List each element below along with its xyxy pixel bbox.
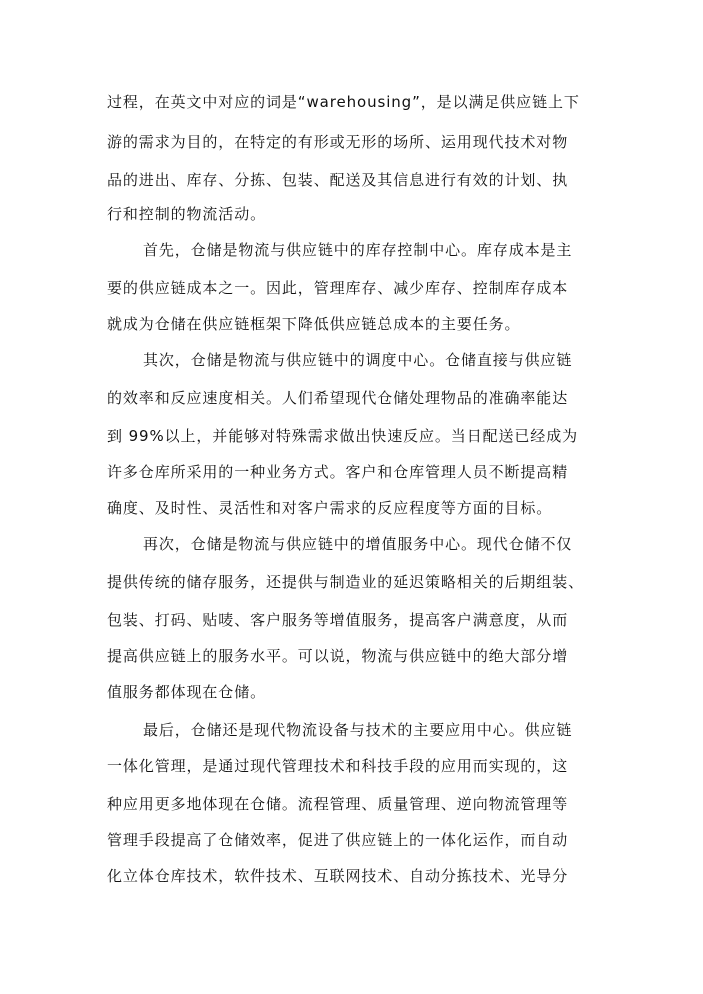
text-line: 行和控制的物流活动。 — [107, 205, 267, 223]
text-line: 要的供应链成本之一。因此，管理库存、减少库存、控制库存成本 — [107, 279, 569, 297]
text-line: 一体化管理，是通过现代管理技术和科技手段的应用而实现的，这 — [107, 757, 569, 775]
text-line: 包装、打码、贴唛、客户服务等增值服务，提高客户满意度，从而 — [107, 611, 569, 629]
text-line: 首先，仓储是物流与供应链中的库存控制中心。库存成本是主 — [143, 241, 573, 259]
text-line: 许多仓库所采用的一种业务方式。客户和仓库管理人员不断提高精 — [107, 463, 569, 481]
text-line: 确度、及时性、灵活性和对客户需求的反应程度等方面的目标。 — [107, 499, 553, 517]
text-line: 提高供应链上的服务水平。可以说，物流与供应链中的绝大部分增 — [107, 647, 569, 665]
text-line: 再次，仓储是物流与供应链中的增值服务中心。现代仓储不仅 — [143, 535, 573, 553]
text-line: 值服务都体现在仓储。 — [107, 683, 267, 701]
text-line: 管理手段提高了仓储效率，促进了供应链上的一体化运作，而自动 — [107, 831, 569, 849]
text-line: 的效率和反应速度相关。人们希望现代仓储处理物品的准确率能达 — [107, 389, 569, 407]
text-line: 过程，在英文中对应的词是“warehousing”，是以满足供应链上下 — [107, 93, 580, 111]
text-line: 其次，仓储是物流与供应链中的调度中心。仓储直接与供应链 — [143, 351, 573, 369]
text-line: 到 99%以上，并能够对特殊需求做出快速反应。当日配送已经成为 — [107, 427, 579, 445]
text-line: 种应用更多地体现在仓储。流程管理、质量管理、逆向物流管理等 — [107, 795, 569, 813]
text-line: 最后，仓储还是现代物流设备与技术的主要应用中心。供应链 — [143, 721, 573, 739]
text-line: 化立体仓库技术，软件技术、互联网技术、自动分拣技术、光导分 — [107, 867, 569, 885]
text-line: 游的需求为目的，在特定的有形或无形的场所、运用现代技术对物 — [107, 133, 569, 151]
text-line: 品的进出、库存、分拣、包装、配送及其信息进行有效的计划、执 — [107, 171, 569, 189]
text-line: 提供传统的储存服务，还提供与制造业的延迟策略相关的后期组装、 — [107, 573, 585, 591]
text-line: 就成为仓储在供应链框架下降低供应链总成本的主要任务。 — [107, 315, 521, 333]
